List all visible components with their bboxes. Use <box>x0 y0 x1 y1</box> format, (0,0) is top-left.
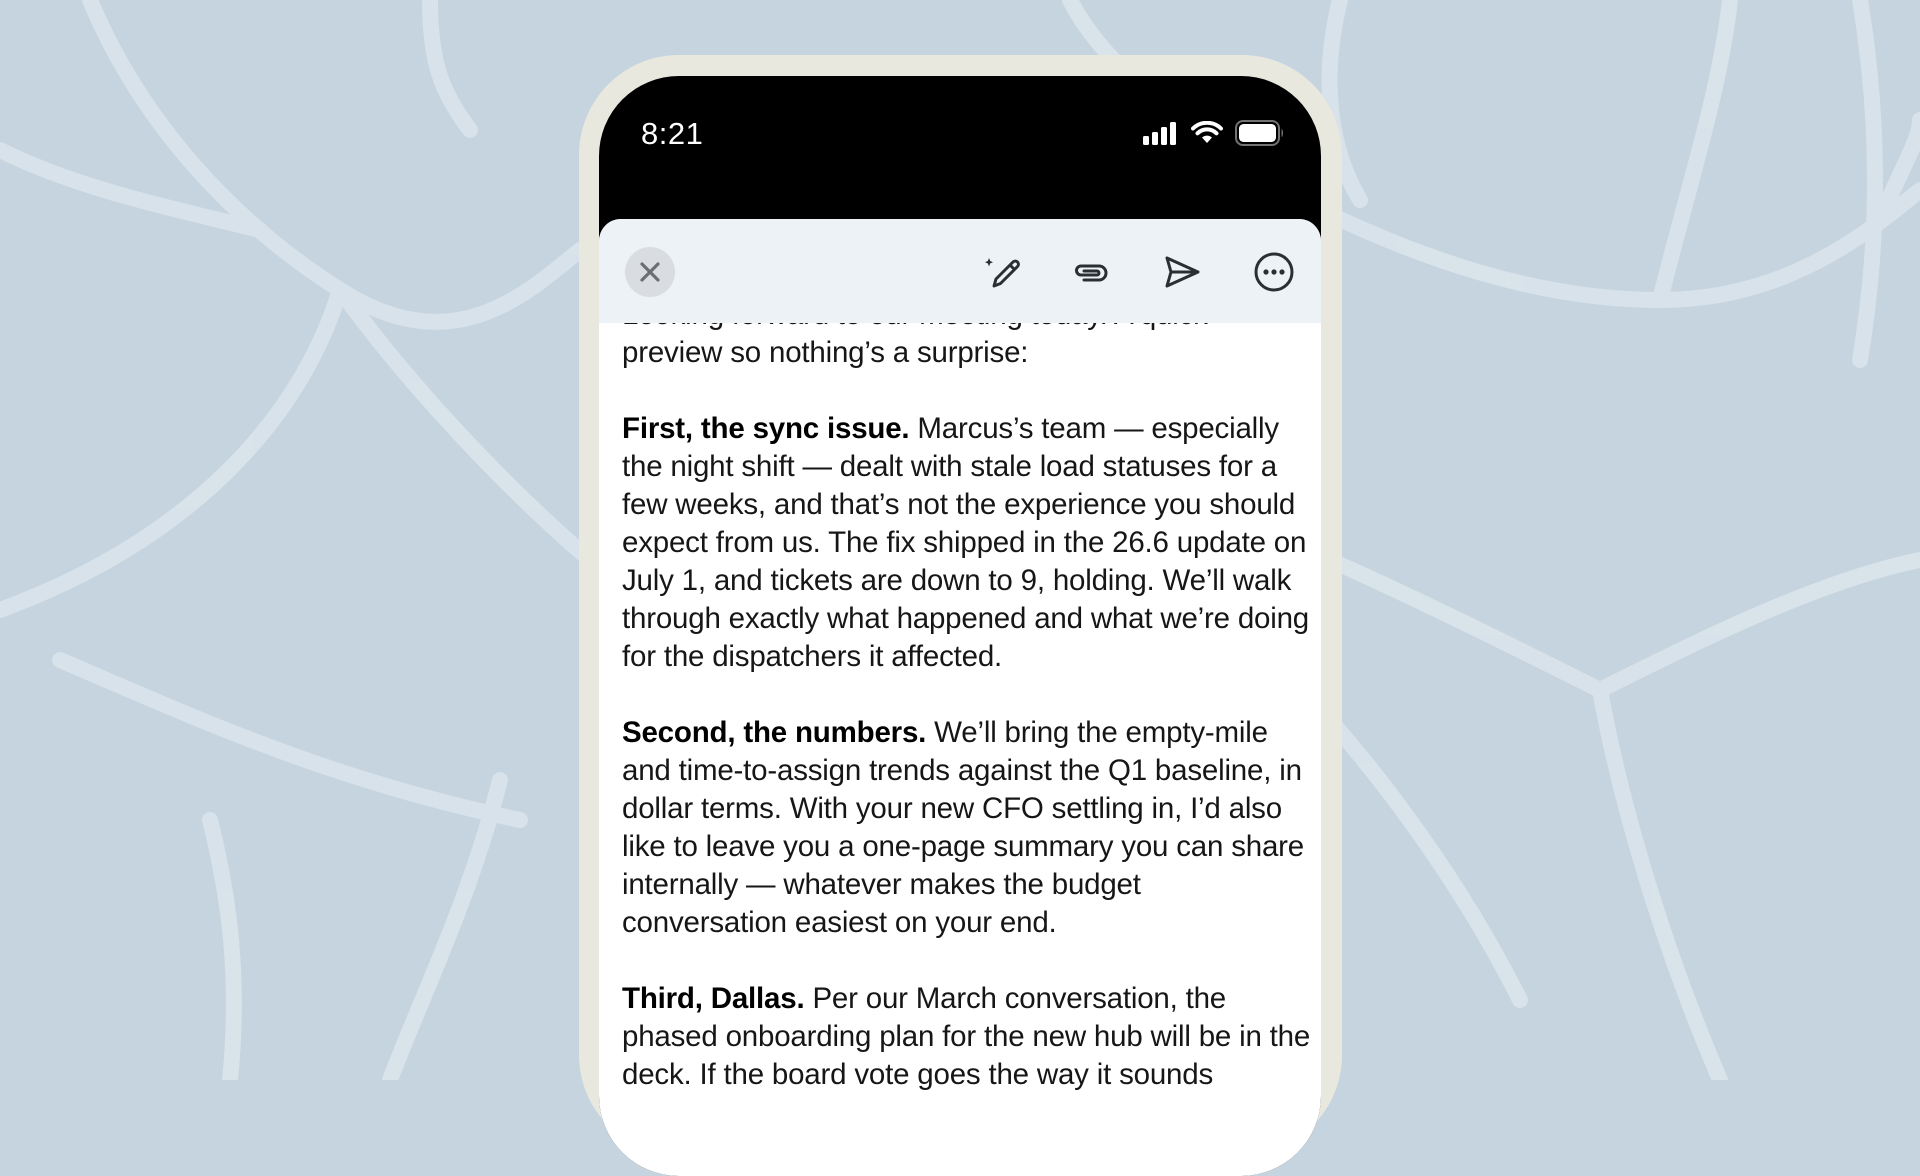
text-sync-issue: Marcus’s team — especially the night shift — dealt with stale load statuses for a few weeks, and that’s not the experience you should expect from us. The fix shipped in the 26.6 update on July 1, and tickets are down to 9, holding. We’ll walk through exactly what happened and what we’re doing for the dispatchers it affected. <box>622 412 1310 673</box>
more-icon <box>1252 250 1296 294</box>
compose-sheet <box>599 219 1321 1176</box>
cellular-signal-icon <box>1143 121 1179 150</box>
email-body[interactable] <box>622 296 1312 1132</box>
heading-numbers: Second, the numbers. <box>622 716 927 749</box>
paragraph-numbers <box>622 714 1312 942</box>
send-button[interactable] <box>1155 245 1209 299</box>
close-icon <box>639 261 661 283</box>
intro-line-2: preview so nothing’s a surprise: <box>622 336 1029 369</box>
more-button[interactable] <box>1247 245 1301 299</box>
text-dallas: Per our March conversation, the phased onboarding plan for the new hub will be in the deck. If the board vote goes the way it sounds <box>622 982 1311 1091</box>
attach-button[interactable] <box>1063 245 1117 299</box>
writing-tools-icon <box>980 250 1024 294</box>
paragraph-sync-issue <box>622 410 1312 676</box>
battery-icon <box>1235 120 1285 151</box>
status-icons <box>1143 120 1285 151</box>
compose-toolbar <box>599 219 1321 323</box>
paragraph-dallas <box>622 980 1312 1094</box>
status-time: 8:21 <box>641 116 704 151</box>
wifi-icon <box>1191 121 1223 150</box>
text-numbers: We’ll bring the empty-mile and time-to-assign trends against the Q1 baseline, in dollar terms. With your new CFO settling in, I’d also like to leave you a one-page summary you can share internally — whatever makes the budget conversation easiest on your end. <box>622 716 1304 939</box>
heading-dallas: Third, Dallas. <box>622 982 805 1015</box>
phone-screen <box>599 76 1321 1176</box>
attachment-icon <box>1068 250 1112 294</box>
send-icon <box>1160 250 1204 294</box>
close-button[interactable] <box>625 247 675 297</box>
writing-tools-button[interactable] <box>975 245 1029 299</box>
status-bar <box>599 76 1321 221</box>
heading-sync-issue: First, the sync issue. <box>622 412 910 445</box>
